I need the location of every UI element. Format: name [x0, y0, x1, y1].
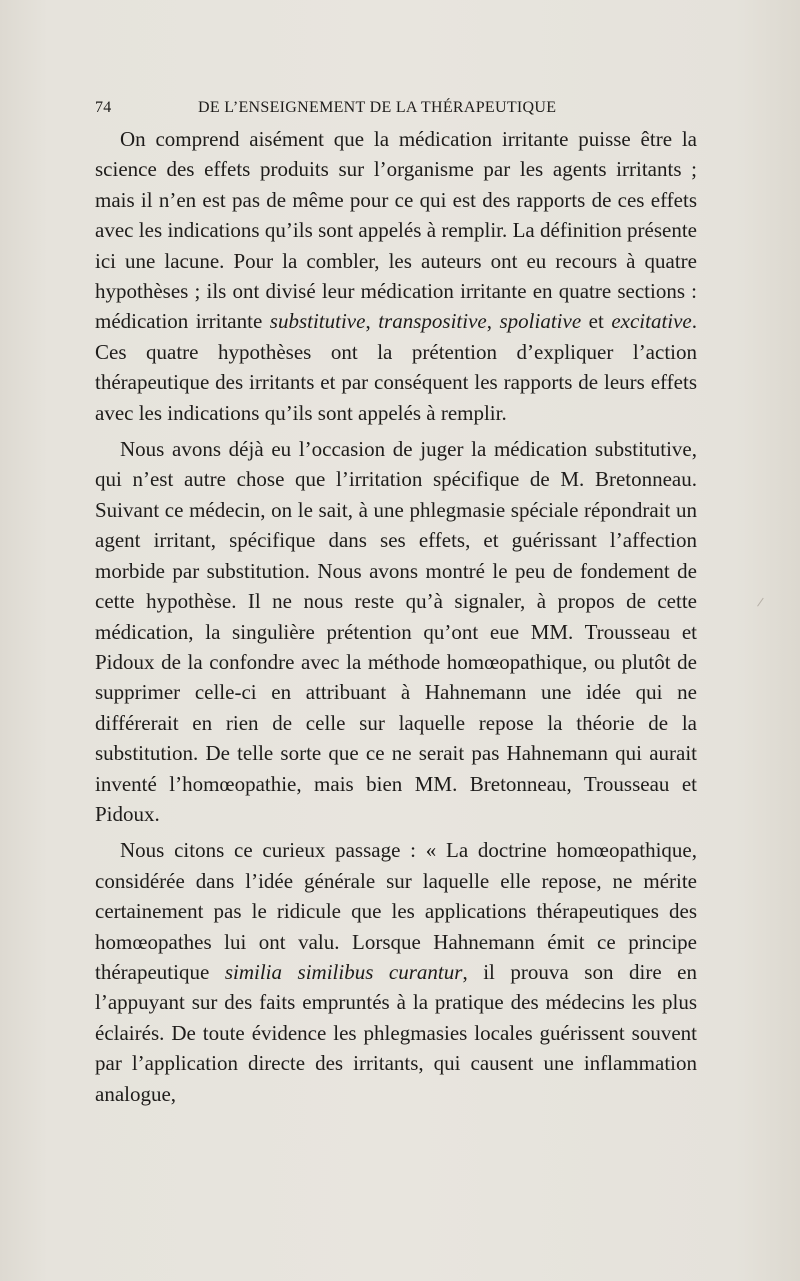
- paragraph-2: [95, 434, 697, 829]
- italic-latin-quote: similia similibus curantur: [224, 959, 463, 984]
- text-run: ,: [365, 309, 379, 334]
- body-text: [95, 124, 697, 1109]
- text-run: ,: [486, 309, 500, 334]
- text-run: On comprend aisément que la médication irritante puisse être la science des effets produits sur l’organisme par les agents irritants ; mais il n’en est pas de même pour ce qui est des rapports de ces effets avec les indications qu’ils sont appelés à remplir. La définition présente ici une lacune. Pour la combler, les auteurs ont eu recours à quatre hypothèses ; ils ont divisé leur médication irritante en quatre sections : médication irritante: [95, 127, 697, 334]
- text-run: , il prouva son dire en l’appuyant sur des faits empruntés à la pratique des médecins les plus éclairés. De toute évidence les phlegmasies locales guérissent souvent par l’application directe des irritants, qui causent une inflammation analogue,: [95, 959, 698, 1106]
- running-head: [95, 97, 697, 119]
- paragraph-1: [95, 124, 697, 428]
- running-title: DE L’ENSEIGNEMENT DE LA THÉRAPEUTIQUE: [198, 99, 557, 116]
- paragraph-3: [95, 835, 697, 1109]
- italic-term-spoliative: spoliative: [499, 309, 582, 334]
- text-run: . Ces quatre hypothèses ont la prétention d’expliquer l’action thérapeutique des irritants et par conséquent les rapports de leurs effets avec les indications qu’ils sont appelés à remplir.: [95, 309, 698, 425]
- italic-term-excitative: excitative: [611, 309, 692, 334]
- text-run: Nous citons ce curieux passage : « La doctrine homœopathique, considérée dans l’idée générale sur laquelle elle repose, ne mérite certainement pas le ridicule que les applications thérapeutiques des homœopathes lui ont valu. Lorsque Hahnemann émit ce principe thérapeutique: [95, 838, 697, 984]
- text-run: et: [581, 309, 612, 334]
- text-run: Nous avons déjà eu l’occasion de juger la médication substitutive, qui n’est autre chose que l’irritation spécifique de M. Bretonneau. Suivant ce médecin, on le sait, à une phlegmasie spéciale répondrait un agent irritant, spécifique dans ses effets, et guérissant l’affection morbide par substitution. Nous avons montré le peu de fondement de cette hypothèse. Il ne nous reste qu’à signaler, à propos de cette médication, la singulière prétention qu’ont eue MM. Trousseau et Pidoux de la confondre avec la méthode homœopathique, ou plutôt de supprimer celle-ci en attribuant à Hahnemann une idée qui ne différerait en rien de celle sur laquelle repose la théorie de la substitution. De telle sorte que ce ne serait pas Hahnemann qui aurait inventé l’homœopathie, mais bien MM. Bretonneau, Trousseau et Pidoux.: [95, 437, 697, 826]
- italic-term-transpositive: transpositive: [378, 309, 487, 334]
- page-number: 74: [95, 99, 112, 116]
- paper-mark: [757, 598, 772, 613]
- italic-term-substitutive: substitutive: [269, 309, 366, 334]
